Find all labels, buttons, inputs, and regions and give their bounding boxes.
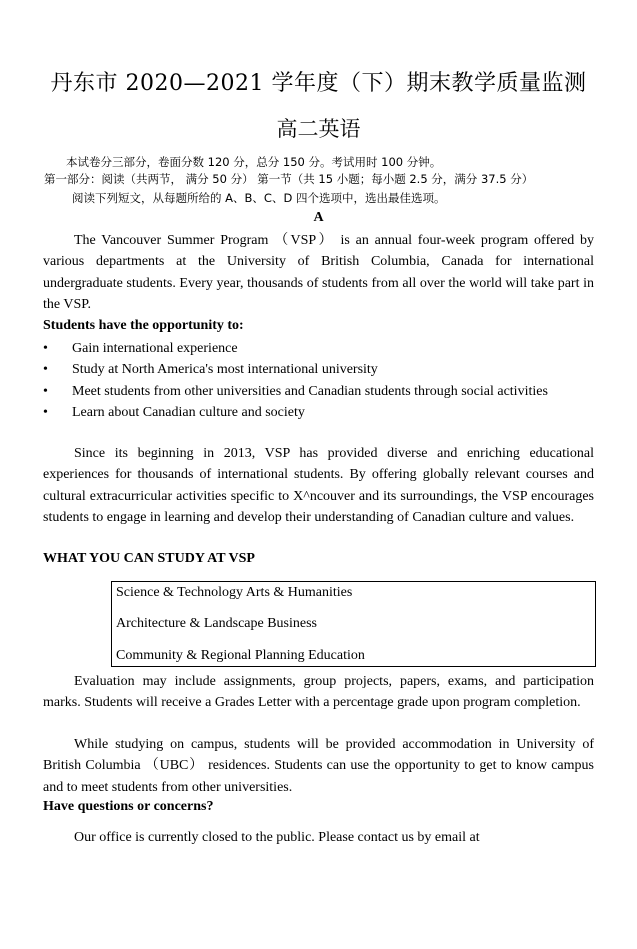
list-item-text: Learn about Canadian culture and society	[72, 404, 305, 420]
exam-subject: 高二英语	[276, 117, 361, 141]
exam-info-line: 本试卷分三部分，卷面分数 120 分，总分 150 分。考试用时 100 分钟。	[66, 155, 442, 169]
opportunity-list	[43, 338, 594, 423]
study-area-row: Science & Technology Arts & Humanities	[116, 585, 353, 600]
intro-paragraph: The Vancouver Summer Program （VSP） is an annual four-week program offered by various departments at the University of British Columbia, Canada for international undergraduate students. Every year, thousands of students from all over the world will take part in the VSP.	[43, 233, 594, 312]
list-item-text: Study at North America's most international university	[72, 362, 378, 378]
bullet-icon: •	[43, 362, 48, 378]
passage-label: A	[313, 210, 324, 225]
instructions-line: 阅读下列短文，从每题所给的 A、B、C、D 四个选项中，选出最佳选项。	[72, 191, 446, 205]
campus-paragraph: While studying on campus, students will be provided accommodation in University of British Columbia （UBC） residences. Students can use the opportunity to get to know campus and to meet students from other universities.	[43, 737, 594, 795]
list-item	[43, 338, 594, 359]
exam-title: 丹东市 2020—2021 学年度（下）期末教学质量监测	[50, 71, 587, 96]
office-paragraph: Our office is currently closed to the public. Please contact us by email at	[74, 830, 480, 845]
list-item-text: Gain international experience	[72, 341, 238, 356]
list-item	[43, 359, 594, 380]
study-area-row: Community & Regional Planning Education	[116, 648, 365, 663]
study-heading: WHAT YOU CAN STUDY AT VSP	[43, 551, 255, 566]
bullet-icon: •	[43, 383, 48, 399]
list-item-text: Meet students from other universities and Canadian students through social activities	[72, 383, 548, 399]
study-areas-box	[111, 581, 596, 667]
opportunity-heading: Students have the opportunity to:	[43, 318, 244, 333]
list-item	[43, 402, 594, 423]
list-item	[43, 381, 594, 402]
study-area-row: Architecture & Landscape Business	[116, 616, 317, 631]
section-info-line: 第一部分：阅读（共两节， 满分 50 分） 第一节（共 15 小题；每小题 2.5 分，满分 37.5 分）	[44, 172, 534, 186]
questions-heading: Have questions or concerns?	[43, 799, 214, 814]
bullet-icon: •	[43, 341, 48, 356]
bullet-icon: •	[43, 404, 48, 420]
history-paragraph: Since its beginning in 2013, VSP has provided diverse and enriching educational experiences for thousands of international students. By offering globally relevant courses and cultural extracurricular activities specific to X^ncouver and its surroundings, the VSP encourages students to engage in learning and develop their understanding of Canadian culture and values.	[43, 446, 594, 525]
evaluation-paragraph: Evaluation may include assignments, group projects, papers, exams, and participation marks. Students will receive a Grades Letter with a percentage grade upon program completion.	[43, 674, 594, 711]
